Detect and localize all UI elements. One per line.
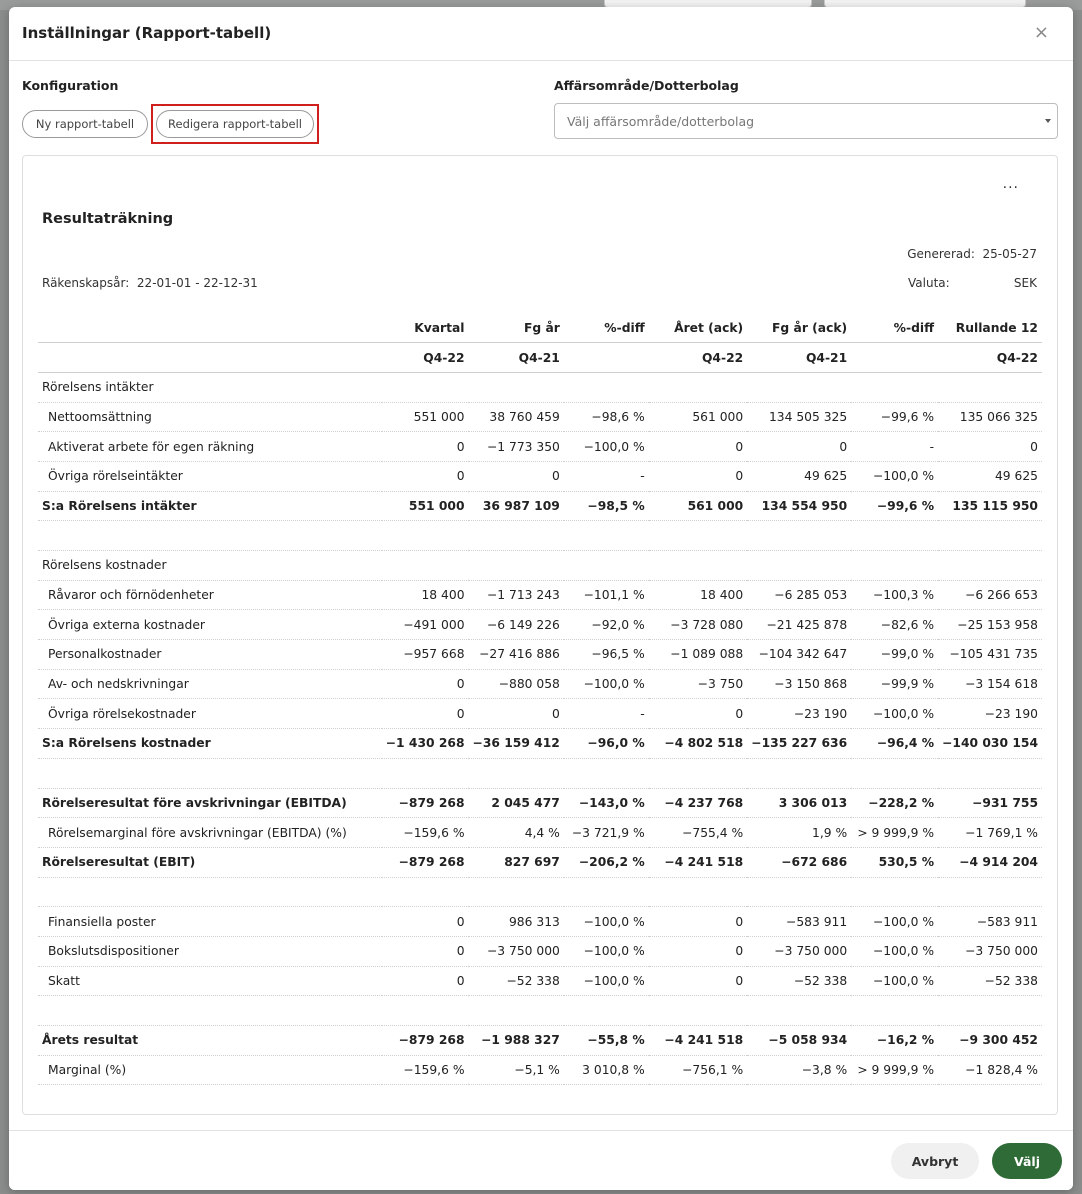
cell-value: [851, 372, 938, 402]
cell-value: −104 342 647: [747, 640, 851, 670]
period-header: [38, 343, 382, 373]
cell-value: −100,0 %: [564, 936, 649, 966]
cell-value: [469, 521, 564, 551]
cell-value: −4 802 518: [649, 729, 748, 759]
cell-value: [649, 877, 748, 907]
cell-value: −755,4 %: [649, 818, 748, 848]
generated-value: 25-05-27: [982, 247, 1037, 261]
cell-value: -: [564, 699, 649, 729]
cell-value: 0: [382, 432, 469, 462]
cell-value: [382, 758, 469, 788]
column-header: Året (ack): [649, 313, 748, 343]
cell-value: [747, 996, 851, 1026]
period-header: Q4-22: [938, 343, 1042, 373]
row-label: Råvaror och förnödenheter: [38, 580, 382, 610]
cell-value: [382, 521, 469, 551]
cell-value: [564, 877, 649, 907]
cell-value: −99,9 %: [851, 669, 938, 699]
cell-value: [649, 521, 748, 551]
row-label: Aktiverat arbete för egen räkning: [38, 432, 382, 462]
table-row: [38, 669, 1042, 699]
cell-value: −82,6 %: [851, 610, 938, 640]
cell-value: [469, 551, 564, 581]
row-label: [38, 996, 382, 1026]
cell-value: [851, 996, 938, 1026]
cell-value: −1 430 268: [382, 729, 469, 759]
spacer-row: [38, 521, 1042, 551]
cell-value: −4 241 518: [649, 1026, 748, 1056]
generated-meta: [907, 247, 1037, 261]
cell-value: −3,8 %: [747, 1055, 851, 1085]
row-label: Årets resultat: [38, 1026, 382, 1056]
period-header: Q4-22: [382, 343, 469, 373]
cell-value: 2 045 477: [469, 788, 564, 818]
cell-value: −1 769,1 %: [938, 818, 1042, 848]
cell-value: −3 750: [649, 669, 748, 699]
period-header: Q4-21: [469, 343, 564, 373]
cell-value: 0: [649, 461, 748, 491]
cell-value: 0: [649, 936, 748, 966]
cell-value: −3 721,9 %: [564, 818, 649, 848]
row-label: Övriga rörelsekostnader: [38, 699, 382, 729]
cell-value: [747, 877, 851, 907]
row-label: Nettoomsättning: [38, 402, 382, 432]
row-label: Rörelsens intäkter: [38, 372, 382, 402]
cell-value: [747, 372, 851, 402]
cell-value: −4 237 768: [649, 788, 748, 818]
cell-value: −92,0 %: [564, 610, 649, 640]
period-header: [564, 343, 649, 373]
cell-value: −6 149 226: [469, 610, 564, 640]
table-row: [38, 640, 1042, 670]
currency-label: Valuta:: [908, 276, 950, 290]
cell-value: −880 058: [469, 669, 564, 699]
table-row: [38, 1055, 1042, 1085]
cell-value: −931 755: [938, 788, 1042, 818]
report-table: [38, 313, 1042, 1085]
cell-value: −99,6 %: [851, 402, 938, 432]
period-header: Q4-21: [747, 343, 851, 373]
cell-value: −5,1 %: [469, 1055, 564, 1085]
cell-value: −1 089 088: [649, 640, 748, 670]
cell-value: −100,0 %: [851, 461, 938, 491]
cell-value: -: [851, 432, 938, 462]
cell-value: −100,0 %: [851, 936, 938, 966]
spacer-row: [38, 758, 1042, 788]
business-area-select[interactable]: [554, 103, 1058, 139]
cell-value: [938, 758, 1042, 788]
cell-value: −1 713 243: [469, 580, 564, 610]
cell-value: 561 000: [649, 491, 748, 521]
table-row: [38, 461, 1042, 491]
cell-value: 1,9 %: [747, 818, 851, 848]
cell-value: −100,0 %: [851, 966, 938, 996]
cell-value: [851, 521, 938, 551]
cell-value: [382, 877, 469, 907]
cell-value: −100,0 %: [851, 907, 938, 937]
cell-value: −6 285 053: [747, 580, 851, 610]
cell-value: 0: [938, 432, 1042, 462]
cell-value: [382, 996, 469, 1026]
cell-value: [938, 372, 1042, 402]
cell-value: 0: [382, 907, 469, 937]
config-label: Konfiguration: [22, 78, 119, 93]
cell-value: −36 159 412: [469, 729, 564, 759]
cell-value: −756,1 %: [649, 1055, 748, 1085]
cell-value: −3 750 000: [469, 936, 564, 966]
cell-value: [938, 551, 1042, 581]
sum-row: [38, 788, 1042, 818]
cell-value: [851, 758, 938, 788]
select-button[interactable]: Välj: [992, 1143, 1062, 1179]
cell-value: −9 300 452: [938, 1026, 1042, 1056]
table-row: [38, 818, 1042, 848]
row-label: [38, 521, 382, 551]
row-label: Rörelsemarginal före avskrivningar (EBITDA) (%): [38, 818, 382, 848]
period-header: Q4-22: [649, 343, 748, 373]
cell-value: −98,5 %: [564, 491, 649, 521]
cell-value: −1 988 327: [469, 1026, 564, 1056]
cell-value: −100,3 %: [851, 580, 938, 610]
cell-value: 551 000: [382, 402, 469, 432]
cell-value: −105 431 735: [938, 640, 1042, 670]
row-label: S:a Rörelsens kostnader: [38, 729, 382, 759]
column-header: Rullande 12: [938, 313, 1042, 343]
table-row: [38, 402, 1042, 432]
row-label: Rörelseresultat före avskrivningar (EBITDA): [38, 788, 382, 818]
cell-value: −96,4 %: [851, 729, 938, 759]
header-cell-label: [38, 313, 382, 343]
cell-value: −99,0 %: [851, 640, 938, 670]
cell-value: −879 268: [382, 847, 469, 877]
cell-value: −228,2 %: [851, 788, 938, 818]
cell-value: [382, 551, 469, 581]
report-panel: [22, 155, 1058, 1115]
cell-value: [469, 372, 564, 402]
cell-value: [382, 372, 469, 402]
cell-value: −100,0 %: [564, 907, 649, 937]
cell-value: [938, 877, 1042, 907]
fiscal-label: Räkenskapsår:: [42, 276, 130, 290]
table-row: [38, 936, 1042, 966]
cell-value: −27 416 886: [469, 640, 564, 670]
cell-value: −159,6 %: [382, 1055, 469, 1085]
cell-value: [747, 758, 851, 788]
cell-value: −3 750 000: [938, 936, 1042, 966]
cell-value: [747, 551, 851, 581]
cell-value: 135 115 950: [938, 491, 1042, 521]
cell-value: -: [564, 461, 649, 491]
period-header: [851, 343, 938, 373]
sum-row: [38, 1026, 1042, 1056]
fiscal-value: 22-01-01 - 22-12-31: [136, 276, 258, 290]
close-icon[interactable]: ×: [1033, 22, 1049, 43]
row-label: Marginal (%): [38, 1055, 382, 1085]
cell-value: −100,0 %: [564, 669, 649, 699]
cell-value: 36 987 109: [469, 491, 564, 521]
cell-value: −159,6 %: [382, 818, 469, 848]
cell-value: −140 030 154: [938, 729, 1042, 759]
cell-value: −96,0 %: [564, 729, 649, 759]
cell-value: > 9 999,9 %: [851, 1055, 938, 1085]
cell-value: −25 153 958: [938, 610, 1042, 640]
cell-value: −957 668: [382, 640, 469, 670]
cell-value: 0: [649, 966, 748, 996]
row-label: Av- och nedskrivningar: [38, 669, 382, 699]
cell-value: −143,0 %: [564, 788, 649, 818]
cell-value: 134 554 950: [747, 491, 851, 521]
cell-value: −491 000: [382, 610, 469, 640]
cell-value: 0: [747, 432, 851, 462]
cell-value: 0: [649, 699, 748, 729]
cell-value: [649, 996, 748, 1026]
column-header: %-diff: [564, 313, 649, 343]
cell-value: [649, 372, 748, 402]
cell-value: 0: [649, 907, 748, 937]
settings-dialog: [9, 7, 1073, 1190]
column-header: %-diff: [851, 313, 938, 343]
cell-value: 38 760 459: [469, 402, 564, 432]
cell-value: [469, 877, 564, 907]
spacer-row: [38, 877, 1042, 907]
cell-value: > 9 999,9 %: [851, 818, 938, 848]
fiscal-meta: [42, 276, 258, 290]
cell-value: −52 338: [938, 966, 1042, 996]
cell-value: 18 400: [382, 580, 469, 610]
cell-value: 0: [382, 669, 469, 699]
row-label: [38, 877, 382, 907]
cell-value: [851, 551, 938, 581]
more-horizontal-icon[interactable]: ···: [1002, 180, 1019, 196]
cell-value: −206,2 %: [564, 847, 649, 877]
cell-value: −52 338: [747, 966, 851, 996]
edit-report-table-button[interactable]: Redigera rapport-tabell: [156, 110, 314, 138]
cell-value: [564, 521, 649, 551]
table-row: [38, 432, 1042, 462]
cell-value: −52 338: [469, 966, 564, 996]
cell-value: [564, 758, 649, 788]
sum-row: [38, 847, 1042, 877]
cell-value: −879 268: [382, 788, 469, 818]
cell-value: −3 154 618: [938, 669, 1042, 699]
cell-value: 3 306 013: [747, 788, 851, 818]
table-row: [38, 610, 1042, 640]
cell-value: −21 425 878: [747, 610, 851, 640]
cell-value: 0: [469, 699, 564, 729]
cell-value: −4 914 204: [938, 847, 1042, 877]
column-header: Fg år: [469, 313, 564, 343]
dialog-title: Inställningar (Rapport-tabell): [22, 24, 272, 42]
row-label: Bokslutsdispositioner: [38, 936, 382, 966]
dialog-footer: [9, 1130, 1073, 1190]
row-label: Övriga externa kostnader: [38, 610, 382, 640]
cell-value: −16,2 %: [851, 1026, 938, 1056]
cell-value: 0: [469, 461, 564, 491]
cell-value: [564, 372, 649, 402]
column-header: Fg år (ack): [747, 313, 851, 343]
cell-value: 561 000: [649, 402, 748, 432]
report-title: Resultaträkning: [42, 211, 174, 227]
cell-value: −100,0 %: [851, 699, 938, 729]
chevron-down-icon: [1045, 119, 1051, 123]
table-row: [38, 907, 1042, 937]
cell-value: −1 773 350: [469, 432, 564, 462]
cell-value: 135 066 325: [938, 402, 1042, 432]
cell-value: −3 750 000: [747, 936, 851, 966]
cell-value: −23 190: [747, 699, 851, 729]
cell-value: −583 911: [747, 907, 851, 937]
cell-value: −583 911: [938, 907, 1042, 937]
cell-value: 49 625: [938, 461, 1042, 491]
cell-value: −3 150 868: [747, 669, 851, 699]
cell-value: −3 728 080: [649, 610, 748, 640]
cell-value: 49 625: [747, 461, 851, 491]
cell-value: −101,1 %: [564, 580, 649, 610]
row-label: Finansiella poster: [38, 907, 382, 937]
cell-value: −672 686: [747, 847, 851, 877]
cell-value: −1 828,4 %: [938, 1055, 1042, 1085]
cell-value: 0: [649, 432, 748, 462]
cell-value: −879 268: [382, 1026, 469, 1056]
cell-value: 530,5 %: [851, 847, 938, 877]
cell-value: −100,0 %: [564, 966, 649, 996]
currency-value: SEK: [1013, 276, 1037, 290]
generated-label: Genererad:: [907, 247, 975, 261]
section-row: [38, 551, 1042, 581]
row-label: Skatt: [38, 966, 382, 996]
sum-row: [38, 491, 1042, 521]
business-area-placeholder: Välj affärsområde/dotterbolag: [567, 114, 755, 129]
cell-value: −55,8 %: [564, 1026, 649, 1056]
cell-value: −96,5 %: [564, 640, 649, 670]
cell-value: [649, 551, 748, 581]
cell-value: −98,6 %: [564, 402, 649, 432]
cell-value: 0: [382, 699, 469, 729]
table-row: [38, 699, 1042, 729]
table-row: [38, 966, 1042, 996]
cell-value: 0: [382, 966, 469, 996]
row-label: Rörelsens kostnader: [38, 551, 382, 581]
cell-value: [564, 996, 649, 1026]
dialog-header: [9, 7, 1073, 61]
cell-value: 134 505 325: [747, 402, 851, 432]
row-label: S:a Rörelsens intäkter: [38, 491, 382, 521]
row-label: Rörelseresultat (EBIT): [38, 847, 382, 877]
cell-value: −4 241 518: [649, 847, 748, 877]
cell-value: 0: [382, 936, 469, 966]
cell-value: −6 266 653: [938, 580, 1042, 610]
sum-row: [38, 729, 1042, 759]
cell-value: −99,6 %: [851, 491, 938, 521]
cell-value: 827 697: [469, 847, 564, 877]
cell-value: −135 227 636: [747, 729, 851, 759]
cell-value: 4,4 %: [469, 818, 564, 848]
spacer-row: [38, 996, 1042, 1026]
cell-value: [564, 551, 649, 581]
cell-value: [649, 758, 748, 788]
table-header-row: [38, 313, 1042, 343]
cell-value: [938, 996, 1042, 1026]
cell-value: [469, 996, 564, 1026]
cell-value: [938, 521, 1042, 551]
cell-value: −23 190: [938, 699, 1042, 729]
new-report-table-button[interactable]: Ny rapport-tabell: [22, 110, 148, 138]
report-table-body: [38, 372, 1042, 1085]
row-label: Personalkostnader: [38, 640, 382, 670]
cell-value: [747, 521, 851, 551]
business-area-label: Affärsområde/Dotterbolag: [554, 78, 739, 93]
cell-value: 0: [382, 461, 469, 491]
cell-value: 551 000: [382, 491, 469, 521]
cell-value: −5 058 934: [747, 1026, 851, 1056]
table-row: [38, 580, 1042, 610]
cell-value: 986 313: [469, 907, 564, 937]
cell-value: −100,0 %: [564, 432, 649, 462]
cell-value: 18 400: [649, 580, 748, 610]
cell-value: [469, 758, 564, 788]
cancel-button[interactable]: Avbryt: [891, 1143, 979, 1179]
row-label: Övriga rörelseintäkter: [38, 461, 382, 491]
table-period-row: [38, 343, 1042, 373]
section-row: [38, 372, 1042, 402]
row-label: [38, 758, 382, 788]
cell-value: 3 010,8 %: [564, 1055, 649, 1085]
cell-value: [851, 877, 938, 907]
column-header: Kvartal: [382, 313, 469, 343]
